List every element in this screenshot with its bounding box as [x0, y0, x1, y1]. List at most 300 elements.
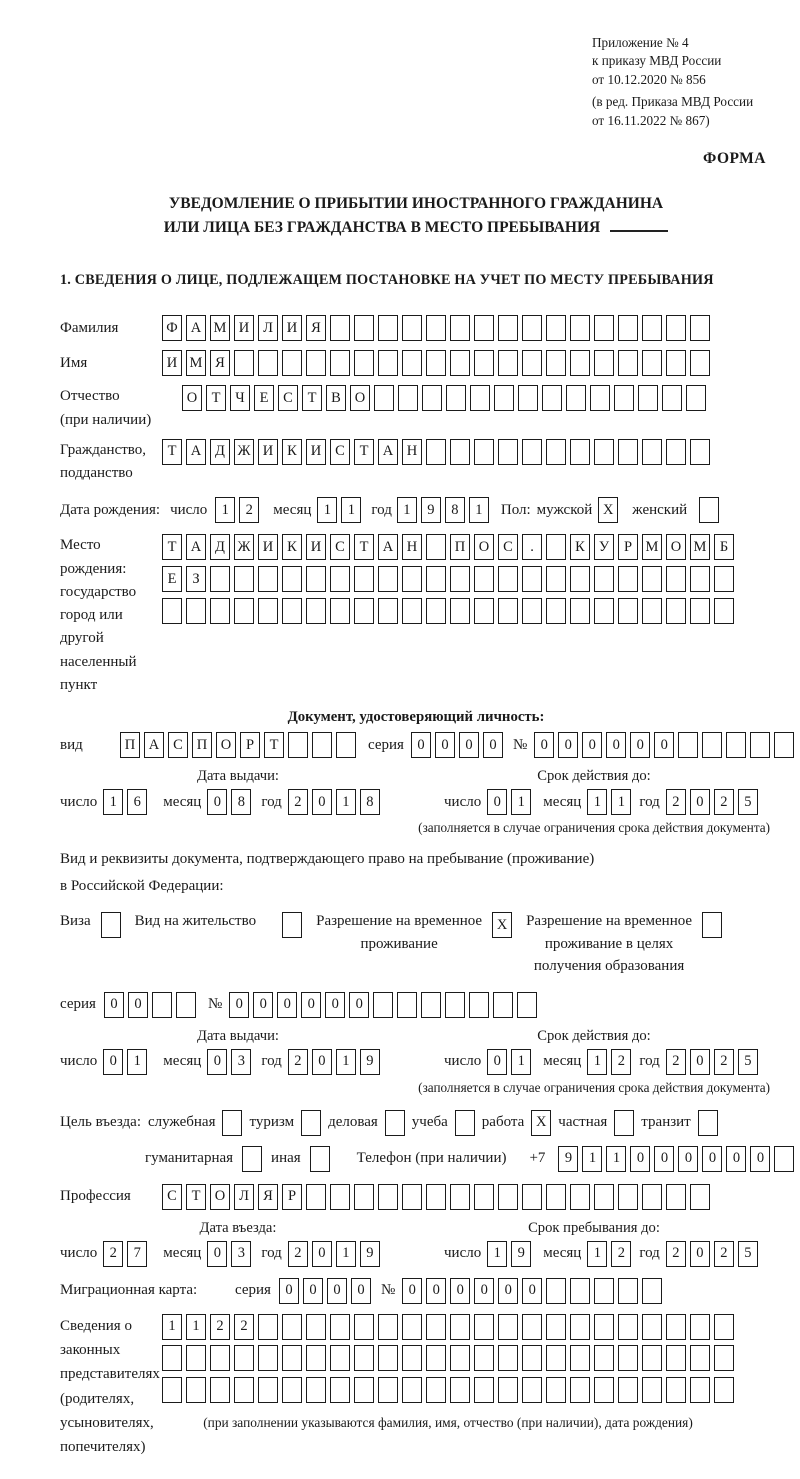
- char-box[interactable]: 0: [253, 992, 273, 1018]
- char-box[interactable]: [474, 1377, 494, 1403]
- char-box[interactable]: [542, 385, 562, 411]
- char-box[interactable]: И: [306, 534, 326, 560]
- char-box[interactable]: [498, 1314, 518, 1340]
- birth-place-row1-input[interactable]: [162, 534, 734, 560]
- char-box[interactable]: 0: [459, 732, 479, 758]
- char-box[interactable]: Я: [306, 315, 326, 341]
- char-box[interactable]: [210, 598, 230, 624]
- purpose-other-checkbox[interactable]: [310, 1146, 330, 1172]
- char-box[interactable]: [522, 1377, 542, 1403]
- char-box[interactable]: Р: [240, 732, 260, 758]
- char-box[interactable]: П: [192, 732, 212, 758]
- char-box[interactable]: Н: [402, 534, 422, 560]
- char-box[interactable]: О: [350, 385, 370, 411]
- char-box[interactable]: О: [474, 534, 494, 560]
- res-seriya-input[interactable]: [104, 992, 196, 1018]
- char-box[interactable]: 8: [360, 789, 380, 815]
- char-box[interactable]: [618, 1184, 638, 1210]
- option-visa[interactable]: [60, 910, 121, 938]
- char-box[interactable]: А: [186, 534, 206, 560]
- char-box[interactable]: С: [330, 439, 350, 465]
- char-box[interactable]: 2: [666, 1049, 686, 1075]
- char-box[interactable]: [522, 439, 542, 465]
- char-box[interactable]: [450, 598, 470, 624]
- char-box[interactable]: [642, 1278, 662, 1304]
- char-box[interactable]: 1: [587, 789, 607, 815]
- char-box[interactable]: [234, 1345, 254, 1371]
- char-box[interactable]: 0: [702, 1146, 722, 1172]
- char-box[interactable]: [258, 1377, 278, 1403]
- char-box[interactable]: 0: [411, 732, 431, 758]
- char-box[interactable]: [450, 1184, 470, 1210]
- char-box[interactable]: [258, 1314, 278, 1340]
- char-box[interactable]: [258, 1345, 278, 1371]
- char-box[interactable]: [306, 1184, 326, 1210]
- char-box[interactable]: [402, 315, 422, 341]
- char-box[interactable]: 0: [654, 732, 674, 758]
- char-box[interactable]: [330, 315, 350, 341]
- char-box[interactable]: [546, 1345, 566, 1371]
- char-box[interactable]: [570, 350, 590, 376]
- char-box[interactable]: 0: [128, 992, 148, 1018]
- char-box[interactable]: [522, 598, 542, 624]
- char-box[interactable]: [378, 315, 398, 341]
- char-box[interactable]: [594, 598, 614, 624]
- char-box[interactable]: С: [498, 534, 518, 560]
- char-box[interactable]: [522, 315, 542, 341]
- char-box[interactable]: [546, 1278, 566, 1304]
- char-box[interactable]: [666, 315, 686, 341]
- char-box[interactable]: [498, 1184, 518, 1210]
- char-box[interactable]: 1: [341, 497, 361, 523]
- char-box[interactable]: [354, 1377, 374, 1403]
- entry-year-input[interactable]: [288, 1241, 380, 1267]
- entry-month-input[interactable]: [207, 1241, 251, 1267]
- char-box[interactable]: [714, 1345, 734, 1371]
- char-box[interactable]: 0: [301, 992, 321, 1018]
- char-box[interactable]: 1: [162, 1314, 182, 1340]
- char-box[interactable]: [666, 1184, 686, 1210]
- char-box[interactable]: [222, 1110, 242, 1136]
- char-box[interactable]: [306, 598, 326, 624]
- char-box[interactable]: [546, 1314, 566, 1340]
- char-box[interactable]: Р: [618, 534, 638, 560]
- char-box[interactable]: 0: [534, 732, 554, 758]
- char-box[interactable]: [385, 1110, 405, 1136]
- char-box[interactable]: Т: [186, 1184, 206, 1210]
- char-box[interactable]: [546, 534, 566, 560]
- phone-input[interactable]: [558, 1146, 794, 1172]
- char-box[interactable]: [426, 534, 446, 560]
- char-box[interactable]: Л: [258, 315, 278, 341]
- char-box[interactable]: 9: [360, 1241, 380, 1267]
- char-box[interactable]: 0: [303, 1278, 323, 1304]
- res-number-input[interactable]: [229, 992, 537, 1018]
- char-box[interactable]: 1: [611, 789, 631, 815]
- res-issue-month-input[interactable]: [207, 1049, 251, 1075]
- char-box[interactable]: [614, 385, 634, 411]
- char-box[interactable]: 0: [207, 789, 227, 815]
- char-box[interactable]: [618, 1278, 638, 1304]
- char-box[interactable]: 1: [317, 497, 337, 523]
- char-box[interactable]: И: [306, 439, 326, 465]
- char-box[interactable]: 0: [349, 992, 369, 1018]
- char-box[interactable]: 2: [611, 1241, 631, 1267]
- char-box[interactable]: [336, 732, 356, 758]
- char-box[interactable]: Я: [210, 350, 230, 376]
- char-box[interactable]: [614, 1110, 634, 1136]
- char-box[interactable]: [642, 315, 662, 341]
- char-box[interactable]: 0: [277, 992, 297, 1018]
- char-box[interactable]: [618, 315, 638, 341]
- profession-input[interactable]: [162, 1184, 710, 1210]
- char-box[interactable]: [330, 350, 350, 376]
- char-box[interactable]: [498, 439, 518, 465]
- char-box[interactable]: [282, 598, 302, 624]
- option-temp-residence[interactable]: [316, 910, 512, 955]
- char-box[interactable]: 0: [450, 1278, 470, 1304]
- char-box[interactable]: [702, 732, 722, 758]
- char-box[interactable]: 0: [312, 1241, 332, 1267]
- char-box[interactable]: 1: [103, 789, 123, 815]
- char-box[interactable]: [618, 350, 638, 376]
- char-box[interactable]: [666, 1345, 686, 1371]
- sex-male-checkbox[interactable]: [598, 497, 618, 523]
- char-box[interactable]: [698, 1110, 718, 1136]
- char-box[interactable]: Т: [162, 534, 182, 560]
- char-box[interactable]: [426, 1184, 446, 1210]
- char-box[interactable]: 0: [351, 1278, 371, 1304]
- doc-seriya-input[interactable]: [411, 732, 503, 758]
- char-box[interactable]: [618, 566, 638, 592]
- char-box[interactable]: [282, 1345, 302, 1371]
- char-box[interactable]: [714, 1377, 734, 1403]
- stay-month-input[interactable]: [587, 1241, 631, 1267]
- char-box[interactable]: [750, 732, 770, 758]
- char-box[interactable]: [402, 1314, 422, 1340]
- char-box[interactable]: [101, 912, 121, 938]
- doc-valid-day-input[interactable]: [487, 789, 531, 815]
- char-box[interactable]: [450, 439, 470, 465]
- char-box[interactable]: [162, 1377, 182, 1403]
- char-box[interactable]: [638, 385, 658, 411]
- char-box[interactable]: 9: [360, 1049, 380, 1075]
- char-box[interactable]: С: [162, 1184, 182, 1210]
- char-box[interactable]: [450, 566, 470, 592]
- char-box[interactable]: Т: [354, 534, 374, 560]
- res-issue-year-input[interactable]: [288, 1049, 380, 1075]
- char-box[interactable]: А: [378, 534, 398, 560]
- char-box[interactable]: Б: [714, 534, 734, 560]
- char-box[interactable]: [474, 598, 494, 624]
- char-box[interactable]: [402, 1184, 422, 1210]
- char-box[interactable]: [546, 315, 566, 341]
- sex-female-checkbox[interactable]: [699, 497, 719, 523]
- char-box[interactable]: 2: [666, 1241, 686, 1267]
- char-box[interactable]: О: [210, 1184, 230, 1210]
- char-box[interactable]: [234, 598, 254, 624]
- char-box[interactable]: [594, 1377, 614, 1403]
- res-valid-day-input[interactable]: [487, 1049, 531, 1075]
- char-box[interactable]: [162, 598, 182, 624]
- char-box[interactable]: [522, 1314, 542, 1340]
- char-box[interactable]: 6: [127, 789, 147, 815]
- char-box[interactable]: И: [234, 315, 254, 341]
- char-box[interactable]: 0: [279, 1278, 299, 1304]
- char-box[interactable]: 1: [397, 497, 417, 523]
- char-box[interactable]: [445, 992, 465, 1018]
- char-box[interactable]: 0: [474, 1278, 494, 1304]
- char-box[interactable]: 1: [127, 1049, 147, 1075]
- char-box[interactable]: 1: [511, 1049, 531, 1075]
- char-box[interactable]: [594, 1184, 614, 1210]
- char-box[interactable]: М: [186, 350, 206, 376]
- char-box[interactable]: 1: [487, 1241, 507, 1267]
- char-box[interactable]: 5: [738, 1049, 758, 1075]
- char-box[interactable]: [690, 350, 710, 376]
- char-box[interactable]: С: [278, 385, 298, 411]
- char-box[interactable]: [522, 566, 542, 592]
- surname-input[interactable]: [162, 315, 710, 341]
- char-box[interactable]: [618, 598, 638, 624]
- doc-issue-day-input[interactable]: [103, 789, 147, 815]
- char-box[interactable]: [594, 1345, 614, 1371]
- char-box[interactable]: [618, 1377, 638, 1403]
- birth-day-input[interactable]: [215, 497, 259, 523]
- char-box[interactable]: [397, 992, 417, 1018]
- char-box[interactable]: М: [210, 315, 230, 341]
- char-box[interactable]: [186, 598, 206, 624]
- char-box[interactable]: [242, 1146, 262, 1172]
- char-box[interactable]: .: [522, 534, 542, 560]
- char-box[interactable]: 1: [186, 1314, 206, 1340]
- char-box[interactable]: [714, 566, 734, 592]
- char-box[interactable]: 0: [690, 1241, 710, 1267]
- char-box[interactable]: 2: [210, 1314, 230, 1340]
- char-box[interactable]: 0: [750, 1146, 770, 1172]
- char-box[interactable]: [570, 1345, 590, 1371]
- char-box[interactable]: 0: [558, 732, 578, 758]
- birth-month-input[interactable]: [317, 497, 361, 523]
- char-box[interactable]: [618, 1345, 638, 1371]
- char-box[interactable]: [498, 598, 518, 624]
- legal-reps-row1-input[interactable]: [162, 1314, 734, 1340]
- char-box[interactable]: [498, 1377, 518, 1403]
- char-box[interactable]: [330, 566, 350, 592]
- char-box[interactable]: 0: [678, 1146, 698, 1172]
- doc-type-input[interactable]: [120, 732, 356, 758]
- char-box[interactable]: 1: [606, 1146, 626, 1172]
- char-box[interactable]: [378, 598, 398, 624]
- char-box[interactable]: [642, 350, 662, 376]
- char-box[interactable]: Д: [210, 439, 230, 465]
- char-box[interactable]: 2: [666, 789, 686, 815]
- char-box[interactable]: [690, 598, 710, 624]
- char-box[interactable]: 0: [229, 992, 249, 1018]
- option-temp-residence-education[interactable]: [526, 910, 722, 978]
- char-box[interactable]: [690, 566, 710, 592]
- char-box[interactable]: [426, 439, 446, 465]
- char-box[interactable]: [258, 350, 278, 376]
- char-box[interactable]: Т: [264, 732, 284, 758]
- char-box[interactable]: Е: [254, 385, 274, 411]
- char-box[interactable]: [282, 912, 302, 938]
- char-box[interactable]: 0: [522, 1278, 542, 1304]
- char-box[interactable]: [474, 315, 494, 341]
- char-box[interactable]: [690, 1314, 710, 1340]
- char-box[interactable]: Я: [258, 1184, 278, 1210]
- char-box[interactable]: 0: [487, 1049, 507, 1075]
- char-box[interactable]: [426, 315, 446, 341]
- char-box[interactable]: 2: [714, 1241, 734, 1267]
- char-box[interactable]: [330, 1314, 350, 1340]
- char-box[interactable]: [774, 732, 794, 758]
- res-valid-month-input[interactable]: [587, 1049, 631, 1075]
- char-box[interactable]: Е: [162, 566, 182, 592]
- char-box[interactable]: [690, 315, 710, 341]
- char-box[interactable]: [450, 1377, 470, 1403]
- char-box[interactable]: [618, 1314, 638, 1340]
- char-box[interactable]: 0: [426, 1278, 446, 1304]
- char-box[interactable]: 2: [714, 1049, 734, 1075]
- char-box[interactable]: 7: [127, 1241, 147, 1267]
- char-box[interactable]: 0: [582, 732, 602, 758]
- char-box[interactable]: [690, 1345, 710, 1371]
- char-box[interactable]: 1: [215, 497, 235, 523]
- char-box[interactable]: [282, 1377, 302, 1403]
- char-box[interactable]: [570, 598, 590, 624]
- char-box[interactable]: Т: [206, 385, 226, 411]
- char-box[interactable]: 2: [288, 1241, 308, 1267]
- char-box[interactable]: [546, 566, 566, 592]
- char-box[interactable]: [354, 350, 374, 376]
- char-box[interactable]: [570, 1278, 590, 1304]
- char-box[interactable]: [474, 1314, 494, 1340]
- char-box[interactable]: 9: [558, 1146, 578, 1172]
- char-box[interactable]: [258, 566, 278, 592]
- purpose-work-checkbox[interactable]: [531, 1110, 551, 1136]
- stay-year-input[interactable]: [666, 1241, 758, 1267]
- char-box[interactable]: [522, 350, 542, 376]
- char-box[interactable]: [666, 1314, 686, 1340]
- char-box[interactable]: [354, 1184, 374, 1210]
- char-box[interactable]: [402, 598, 422, 624]
- char-box[interactable]: [594, 350, 614, 376]
- char-box[interactable]: 0: [690, 789, 710, 815]
- char-box[interactable]: [354, 566, 374, 592]
- char-box[interactable]: Ч: [230, 385, 250, 411]
- char-box[interactable]: 9: [511, 1241, 531, 1267]
- char-box[interactable]: [186, 1345, 206, 1371]
- char-box[interactable]: [690, 439, 710, 465]
- char-box[interactable]: [546, 350, 566, 376]
- char-box[interactable]: [474, 1345, 494, 1371]
- char-box[interactable]: [546, 1377, 566, 1403]
- purpose-business-checkbox[interactable]: [385, 1110, 405, 1136]
- char-box[interactable]: X: [492, 912, 512, 938]
- char-box[interactable]: [306, 350, 326, 376]
- char-box[interactable]: [666, 1377, 686, 1403]
- char-box[interactable]: П: [450, 534, 470, 560]
- purpose-official-checkbox[interactable]: [222, 1110, 242, 1136]
- char-box[interactable]: [498, 315, 518, 341]
- char-box[interactable]: [518, 385, 538, 411]
- char-box[interactable]: 0: [487, 789, 507, 815]
- char-box[interactable]: [642, 1184, 662, 1210]
- char-box[interactable]: 0: [690, 1049, 710, 1075]
- char-box[interactable]: 1: [336, 1049, 356, 1075]
- char-box[interactable]: [699, 497, 719, 523]
- char-box[interactable]: Л: [234, 1184, 254, 1210]
- char-box[interactable]: 9: [421, 497, 441, 523]
- char-box[interactable]: [426, 566, 446, 592]
- birth-place-row2-input[interactable]: [162, 566, 734, 592]
- char-box[interactable]: [690, 1377, 710, 1403]
- char-box[interactable]: 0: [483, 732, 503, 758]
- char-box[interactable]: [282, 1314, 302, 1340]
- char-box[interactable]: 0: [312, 789, 332, 815]
- char-box[interactable]: 0: [327, 1278, 347, 1304]
- char-box[interactable]: 0: [207, 1241, 227, 1267]
- char-box[interactable]: [666, 439, 686, 465]
- char-box[interactable]: [450, 1345, 470, 1371]
- doc-valid-month-input[interactable]: [587, 789, 631, 815]
- char-box[interactable]: X: [531, 1110, 551, 1136]
- citizenship-input[interactable]: [162, 439, 710, 465]
- char-box[interactable]: [642, 1314, 662, 1340]
- char-box[interactable]: [498, 566, 518, 592]
- char-box[interactable]: 2: [288, 1049, 308, 1075]
- stay-day-input[interactable]: [487, 1241, 531, 1267]
- char-box[interactable]: 8: [445, 497, 465, 523]
- char-box[interactable]: [498, 350, 518, 376]
- char-box[interactable]: [662, 385, 682, 411]
- char-box[interactable]: [666, 598, 686, 624]
- char-box[interactable]: [306, 1345, 326, 1371]
- doc-issue-year-input[interactable]: [288, 789, 380, 815]
- char-box[interactable]: 1: [336, 1241, 356, 1267]
- char-box[interactable]: Д: [210, 534, 230, 560]
- char-box[interactable]: [234, 566, 254, 592]
- char-box[interactable]: [234, 350, 254, 376]
- char-box[interactable]: [678, 732, 698, 758]
- char-box[interactable]: Ж: [234, 534, 254, 560]
- char-box[interactable]: [522, 1345, 542, 1371]
- char-box[interactable]: И: [282, 315, 302, 341]
- char-box[interactable]: 5: [738, 789, 758, 815]
- char-box[interactable]: К: [570, 534, 590, 560]
- char-box[interactable]: [378, 1345, 398, 1371]
- char-box[interactable]: 2: [239, 497, 259, 523]
- char-box[interactable]: [426, 1314, 446, 1340]
- char-box[interactable]: [642, 439, 662, 465]
- char-box[interactable]: [210, 566, 230, 592]
- char-box[interactable]: И: [258, 439, 278, 465]
- char-box[interactable]: 2: [611, 1049, 631, 1075]
- char-box[interactable]: 0: [207, 1049, 227, 1075]
- char-box[interactable]: 0: [402, 1278, 422, 1304]
- char-box[interactable]: [594, 566, 614, 592]
- char-box[interactable]: [702, 912, 722, 938]
- char-box[interactable]: 0: [654, 1146, 674, 1172]
- char-box[interactable]: [690, 1184, 710, 1210]
- temp-residence-education-checkbox[interactable]: [702, 910, 722, 938]
- char-box[interactable]: А: [186, 439, 206, 465]
- char-box[interactable]: 1: [587, 1241, 607, 1267]
- char-box[interactable]: [594, 1278, 614, 1304]
- char-box[interactable]: [330, 598, 350, 624]
- char-box[interactable]: [570, 1377, 590, 1403]
